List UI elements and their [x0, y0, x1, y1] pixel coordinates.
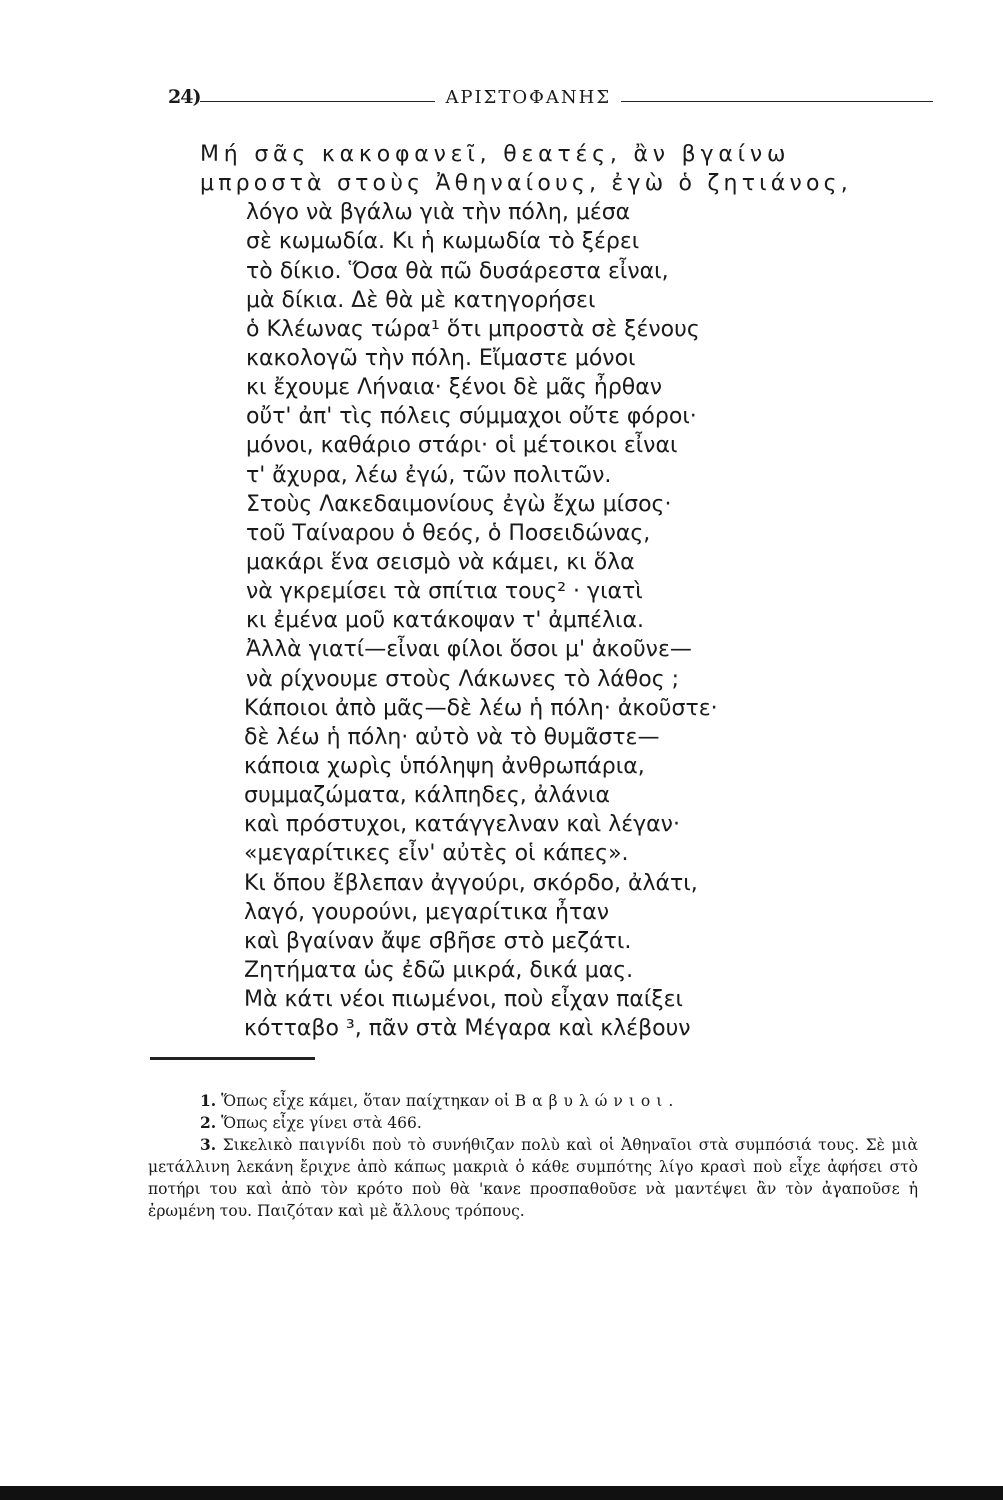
verse-line: κι ἔχουμε Λήναια· ξένοι δὲ μᾶς ἦρθαν	[246, 375, 663, 401]
page-number: 24)	[168, 86, 201, 108]
verse-line: καὶ βγαίναν ἄψε σβῆσε στὸ μεζάτι.	[244, 928, 632, 954]
poem-text	[200, 140, 940, 1043]
verse-line: κάποια χωρὶς ὑπόληψη ἀνθρωπάρια,	[244, 753, 645, 779]
header-rule-right	[621, 101, 933, 102]
footnote-number: 1.	[200, 1091, 217, 1110]
verse-line: σὲ κωμωδία. Κι ἡ κωμωδία τὸ ξέρει	[246, 229, 640, 255]
verse-line: λαγό, γουρούνι, μεγαρίτικα ἦταν	[244, 899, 610, 925]
header-rule-left	[200, 101, 435, 102]
footnote-emphasis: Βαβυλώνιοι.	[514, 1092, 680, 1110]
verse-line: καὶ πρόστυχοι, κατάγγελναν καὶ λέγαν·	[244, 812, 680, 838]
verse-line: τ' ἄχυρα, λέω ἐγώ, τῶν πολιτῶν.	[246, 462, 612, 488]
verse-line: δὲ λέω ἡ πόλη· αὐτὸ νὰ τὸ θυμᾶστε—	[244, 724, 660, 750]
footnote-3	[148, 1134, 918, 1222]
footnote-text: Σικελικὸ παιγνίδι ποὺ τὸ συνήθιζαν πολὺ καὶ οἱ Ἀθηναῖοι στὰ συμπόσιά τους. Σὲ μιὰ μετάλλινη λεκάνη ἔριχνε ἀπὸ κάπως μακριὰ ὁ κάθε συμπότης λίγο κρασὶ ποὺ εἶχε ἀφήσει στὸ ποτήρι του καὶ ἀπὸ τὸν κρότο ποὺ θὰ 'κανε προσπαθοῦσε νὰ μαντέψει ἂν τὸν ἀγαποῦσε ἡ ἐρωμένη του. Παιζόταν καὶ μὲ ἄλλους τρόπους.	[148, 1136, 918, 1220]
verse-line: Μή σᾶς κακοφανεῖ, θεατές, ἂν βγαίνω	[200, 142, 791, 167]
verse-line: Ἀλλὰ γιατί—εἶναι φίλοι ὅσοι μ' ἀκοῦνε—	[246, 637, 692, 663]
verse-line: λόγο νὰ βγάλω γιὰ τὴν πόλη, μέσα	[246, 200, 631, 226]
verse-line: Ζητήματα ὡς ἐδῶ μικρά, δικά μας.	[244, 957, 634, 983]
footnote-number: 2.	[200, 1113, 217, 1132]
verse-line: κι ἐμένα μοῦ κατάκοψαν τ' ἀμπέλια.	[246, 608, 644, 634]
scan-edge	[0, 1486, 1003, 1500]
verse-line: νὰ ρίχνουμε στοὺς Λάκωνες τὸ λάθος ;	[246, 666, 680, 692]
verse-line: κότταβο ³, πᾶν στὰ Μέγαρα καὶ κλέβουν	[244, 1016, 691, 1042]
verse-line: μπροστὰ στοὺς Ἀθηναίους, ἐγὼ ὁ ζητιάνος,	[200, 171, 852, 197]
footnote-separator	[150, 1057, 315, 1060]
footnote-2	[148, 1112, 918, 1134]
verse-line: Κι ὅπου ἔβλεπαν ἀγγούρι, σκόρδο, ἀλάτι,	[244, 870, 698, 896]
verse-line: Κάποιοι ἀπὸ μᾶς—δὲ λέω ἡ πόλη· ἀκοῦστε·	[244, 695, 718, 721]
verse-line: συμμαζώματα, κάλπηδες, ἀλάνια	[244, 783, 610, 809]
verse-line: τοῦ Ταίναρου ὁ θεός, ὁ Ποσειδώνας,	[246, 520, 651, 546]
verse-line: μὰ δίκια. Δὲ θὰ μὲ κατηγορήσει	[246, 287, 596, 313]
verse-line: Μὰ κάτι νέοι πιωμένοι, ποὺ εἶχαν παίξει	[244, 987, 683, 1013]
verse-line: τὸ δίκιο. Ὅσα θὰ πῶ δυσάρεστα εἶναι,	[246, 258, 669, 284]
footnote-number: 3.	[200, 1135, 217, 1154]
verse-line: ὁ Κλέωνας τώρα¹ ὅτι μπροστὰ σὲ ξένους	[246, 316, 700, 342]
verse-line: μόνοι, καθάριο στάρι· οἱ μέτοικοι εἶναι	[246, 433, 678, 459]
footnote-1	[148, 1090, 918, 1112]
verse-line: νὰ γκρεμίσει τὰ σπίτια τους² · γιατὶ	[246, 579, 643, 605]
running-title: ΑΡΙΣΤΟΦΑΝΗΣ	[445, 86, 612, 108]
footnote-text: Ὅπως εἶχε γίνει στὰ 466.	[221, 1114, 422, 1132]
footnote-text: Ὅπως εἶχε κάμει, ὅταν παίχτηκαν οἱ	[221, 1092, 510, 1110]
running-header	[168, 82, 933, 112]
verse-line: Στοὺς Λακεδαιμονίους ἐγὼ ἔχω μίσος·	[246, 491, 672, 517]
verse-line: οὔτ' ἀπ' τὶς πόλεις σύμμαχοι οὔτε φόροι·	[246, 404, 697, 430]
verse-line: «μεγαρίτικες εἶν' αὐτὲς οἱ κάπες».	[244, 841, 629, 867]
footnotes	[148, 1090, 918, 1222]
verse-line: κακολογῶ τὴν πόλη. Εἴμαστε μόνοι	[246, 345, 636, 371]
verse-line: μακάρι ἕνα σεισμὸ νὰ κάμει, κι ὅλα	[246, 549, 635, 575]
